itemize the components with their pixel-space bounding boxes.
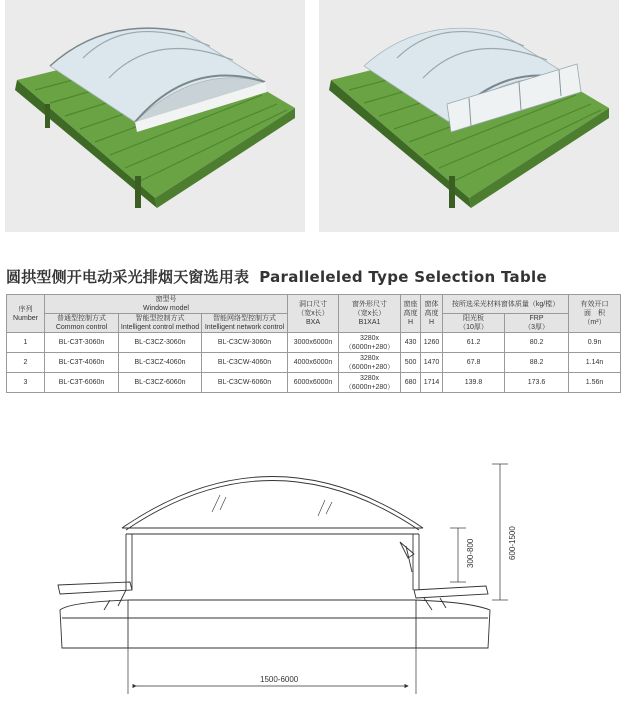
cell-opening: 4000x6000n (288, 353, 339, 373)
header-common: 普通型控制方式 Common control (45, 314, 119, 333)
cell-outer: 3280x（6000n+280） (339, 333, 401, 353)
header-intel: 智能型控制方式 Intelligent control method (119, 314, 202, 333)
cell-outer: 3280x（6000n+280） (339, 353, 401, 373)
cell-seq: 2 (7, 353, 45, 373)
cell-body: 1260 (421, 333, 443, 353)
dim-open-label: 300-800 (466, 538, 475, 568)
cell-frp: 173.6 (505, 373, 569, 393)
cell-pc: 67.8 (443, 353, 505, 373)
cell-common: BL-C3T-4060n (45, 353, 119, 373)
cell-body: 1714 (421, 373, 443, 393)
header-pc: 阳光板 （10厚） (443, 314, 505, 333)
cell-pc: 61.2 (443, 333, 505, 353)
cell-area: 1.56n (569, 373, 621, 393)
skylight-closed-illustration (5, 0, 305, 232)
table-row (7, 353, 621, 373)
header-model: 窗型号 Window model (45, 295, 288, 314)
arch-inner (126, 481, 419, 531)
header-area: 有效开口 面 积 （m²） (569, 295, 621, 333)
table-row (7, 373, 621, 393)
page-title (6, 266, 547, 287)
cell-intel: BL-C3CZ-6060n (119, 373, 202, 393)
title-en: Paralleleled Type Selection Table (259, 268, 547, 286)
cell-pc: 139.8 (443, 373, 505, 393)
selection-table (6, 294, 621, 393)
header-opening: 洞口尺寸 （宽x长） BXA (288, 295, 339, 333)
header-frp: FRP （3厚） (505, 314, 569, 333)
cell-net: BL-C3CW-3060n (202, 333, 288, 353)
cell-area: 0.9n (569, 333, 621, 353)
cell-seq: 1 (7, 333, 45, 353)
cell-frp: 80.2 (505, 333, 569, 353)
cell-net: BL-C3CW-6060n (202, 373, 288, 393)
header-body-height: 窗体 高度 H (421, 295, 443, 333)
cell-intel: BL-C3CZ-3060n (119, 333, 202, 353)
cell-net: BL-C3CW-4060n (202, 353, 288, 373)
cell-seat: 430 (401, 333, 421, 353)
header-weight: 按所选采光材料窗体质量（kg/樘） (443, 295, 569, 314)
cell-seq: 3 (7, 373, 45, 393)
header-seat-height: 窗座 高度 H (401, 295, 421, 333)
skylight-photo-open (319, 0, 619, 232)
cell-opening: 6000x6000n (288, 373, 339, 393)
header-outer: 窗外形尺寸 （宽x长） B1XA1 (339, 295, 401, 333)
cell-frp: 88.2 (505, 353, 569, 373)
dim-width-label: 1500-6000 (260, 675, 299, 684)
skylight-open-illustration (319, 0, 619, 232)
cell-common: BL-C3T-6060n (45, 373, 119, 393)
table-row (7, 333, 621, 353)
cell-common: BL-C3T-3060n (45, 333, 119, 353)
header-seq: 序列 Number (7, 295, 45, 333)
cell-seat: 500 (401, 353, 421, 373)
skylight-photo-closed (5, 0, 305, 232)
cell-intel: BL-C3CZ-4060n (119, 353, 202, 373)
header-net: 智能网络型控制方式 Intelligent network control (202, 314, 288, 333)
cell-outer: 3280x（6000n+280） (339, 373, 401, 393)
cell-area: 1.14n (569, 353, 621, 373)
cell-opening: 3000x6000n (288, 333, 339, 353)
section-diagram (40, 450, 600, 700)
dim-height-label: 600-1500 (508, 526, 517, 560)
arch-outer (122, 477, 423, 529)
cell-seat: 680 (401, 373, 421, 393)
title-cn: 圆拱型侧开电动采光排烟天窗选用表 (6, 268, 250, 286)
cell-body: 1470 (421, 353, 443, 373)
section-drawing (40, 450, 600, 700)
